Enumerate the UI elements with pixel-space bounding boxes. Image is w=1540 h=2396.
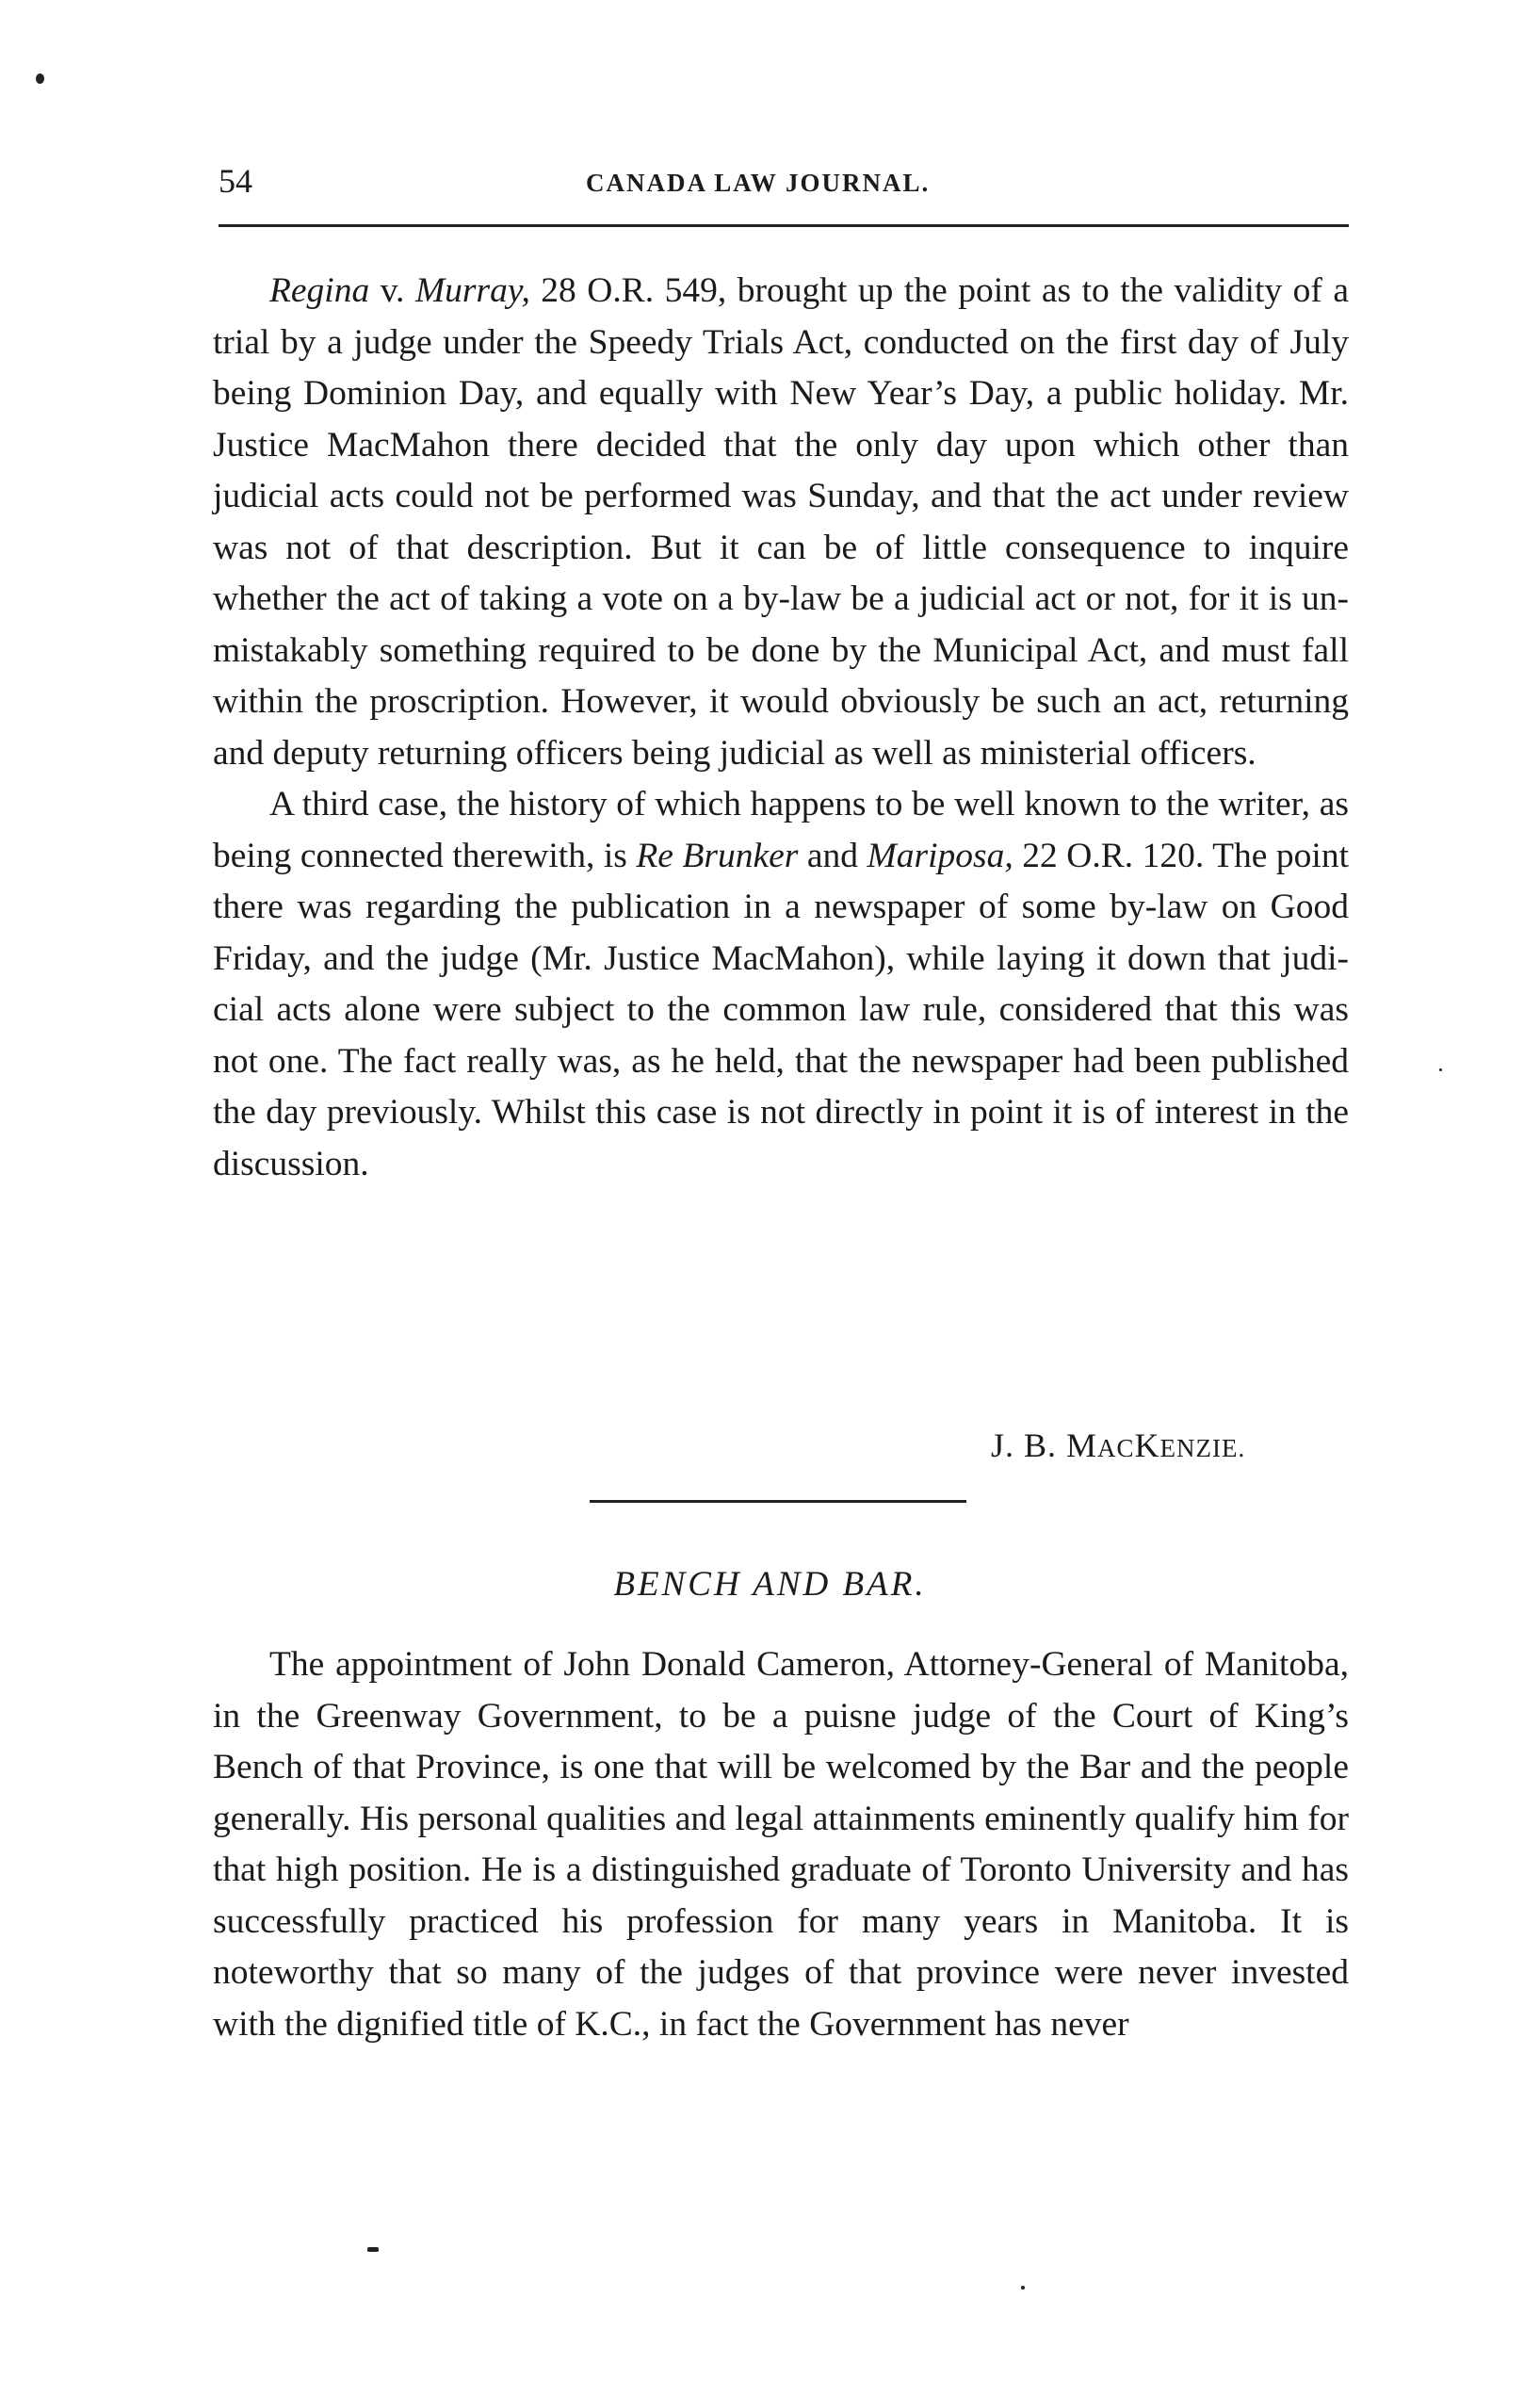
journal-title: CANADA LAW JOURNAL. xyxy=(586,169,931,197)
section-body xyxy=(213,1639,1349,2050)
article-paragraph xyxy=(213,266,1349,779)
article-body xyxy=(213,266,1349,1190)
page-number: 54 xyxy=(219,162,252,200)
signature-part: AC xyxy=(1097,1434,1135,1462)
scan-speck xyxy=(36,73,44,84)
paragraph-text: 28 O.R. 549, brought up the point as to the validity of a trial by a judge under the Speedy Trials Act, conducted on the first day of July being Dominion Day, and equally with New Year’s Day, a public holiday. Mr. Justice MacMahon there decided that the only day upon which other than judicial acts could not be performed was Sunday, and that the act under review was not of that description. But it can be of little consequence to inquire whether the act of taking a vote on a by-law be a judicial act or not, for it is unmistakably something required to be done by the Municipal Act, and must fall within the proscription. However, it would obviously be such an act, returning and deputy returning officers being judicial as well as ministerial officers. xyxy=(213,271,1349,773)
paragraph-text: A third case, the history of which happens to be well known to the writer, as being connected therewith, is xyxy=(213,785,1349,875)
section-heading: BENCH AND BAR. xyxy=(613,1565,927,1604)
case-name: Mariposa, xyxy=(867,836,1013,875)
signature-part: K xyxy=(1134,1426,1160,1464)
scan-speck xyxy=(367,2247,379,2252)
author-signature xyxy=(991,1421,1245,1473)
paragraph-text: 22 O.R. 120. The point there was regarding the publication in a newspaper of some by-law on Good Friday, and the judge (Mr. Justice MacMahon), while laying it down that judicial acts alone were subject to the common law rule, considered that this was not one. The fact really was, as he held, that the newspaper had been published the day previously. Whilst this case is not directly in point it is of interest in the discussion. xyxy=(213,836,1349,1183)
running-head xyxy=(219,158,1349,204)
case-name: Murray, xyxy=(414,271,530,310)
section-divider xyxy=(590,1500,966,1503)
signature-part: J. B. M xyxy=(991,1426,1098,1464)
case-name: Regina xyxy=(269,271,370,310)
paragraph-text: and xyxy=(798,836,867,875)
scan-speck xyxy=(1021,2286,1025,2290)
article-paragraph xyxy=(213,779,1349,1190)
signature-part: ENZIE. xyxy=(1159,1434,1246,1462)
scan-speck xyxy=(1439,1068,1442,1071)
case-versus: v. xyxy=(369,271,415,310)
header-rule xyxy=(219,224,1349,227)
case-name: Re Brunker xyxy=(636,836,799,875)
section-paragraph: The appointment of John Donald Cameron, Attorney-General of Manitoba, in the Greenway Government, to be a puisne judge of the Court of King’s Bench of that Province, is one that will be welcomed by the Bar and the people generally. His personal qualities and legal attainments eminently qualify him for that high position. He is a distinguished graduate of Toronto University and has successfully practiced his profession for many years in Manitoba. It is noteworthy that so many of the judges of that province were never invested with the dignified title of K.C., in fact the Government has never xyxy=(213,1645,1349,2044)
